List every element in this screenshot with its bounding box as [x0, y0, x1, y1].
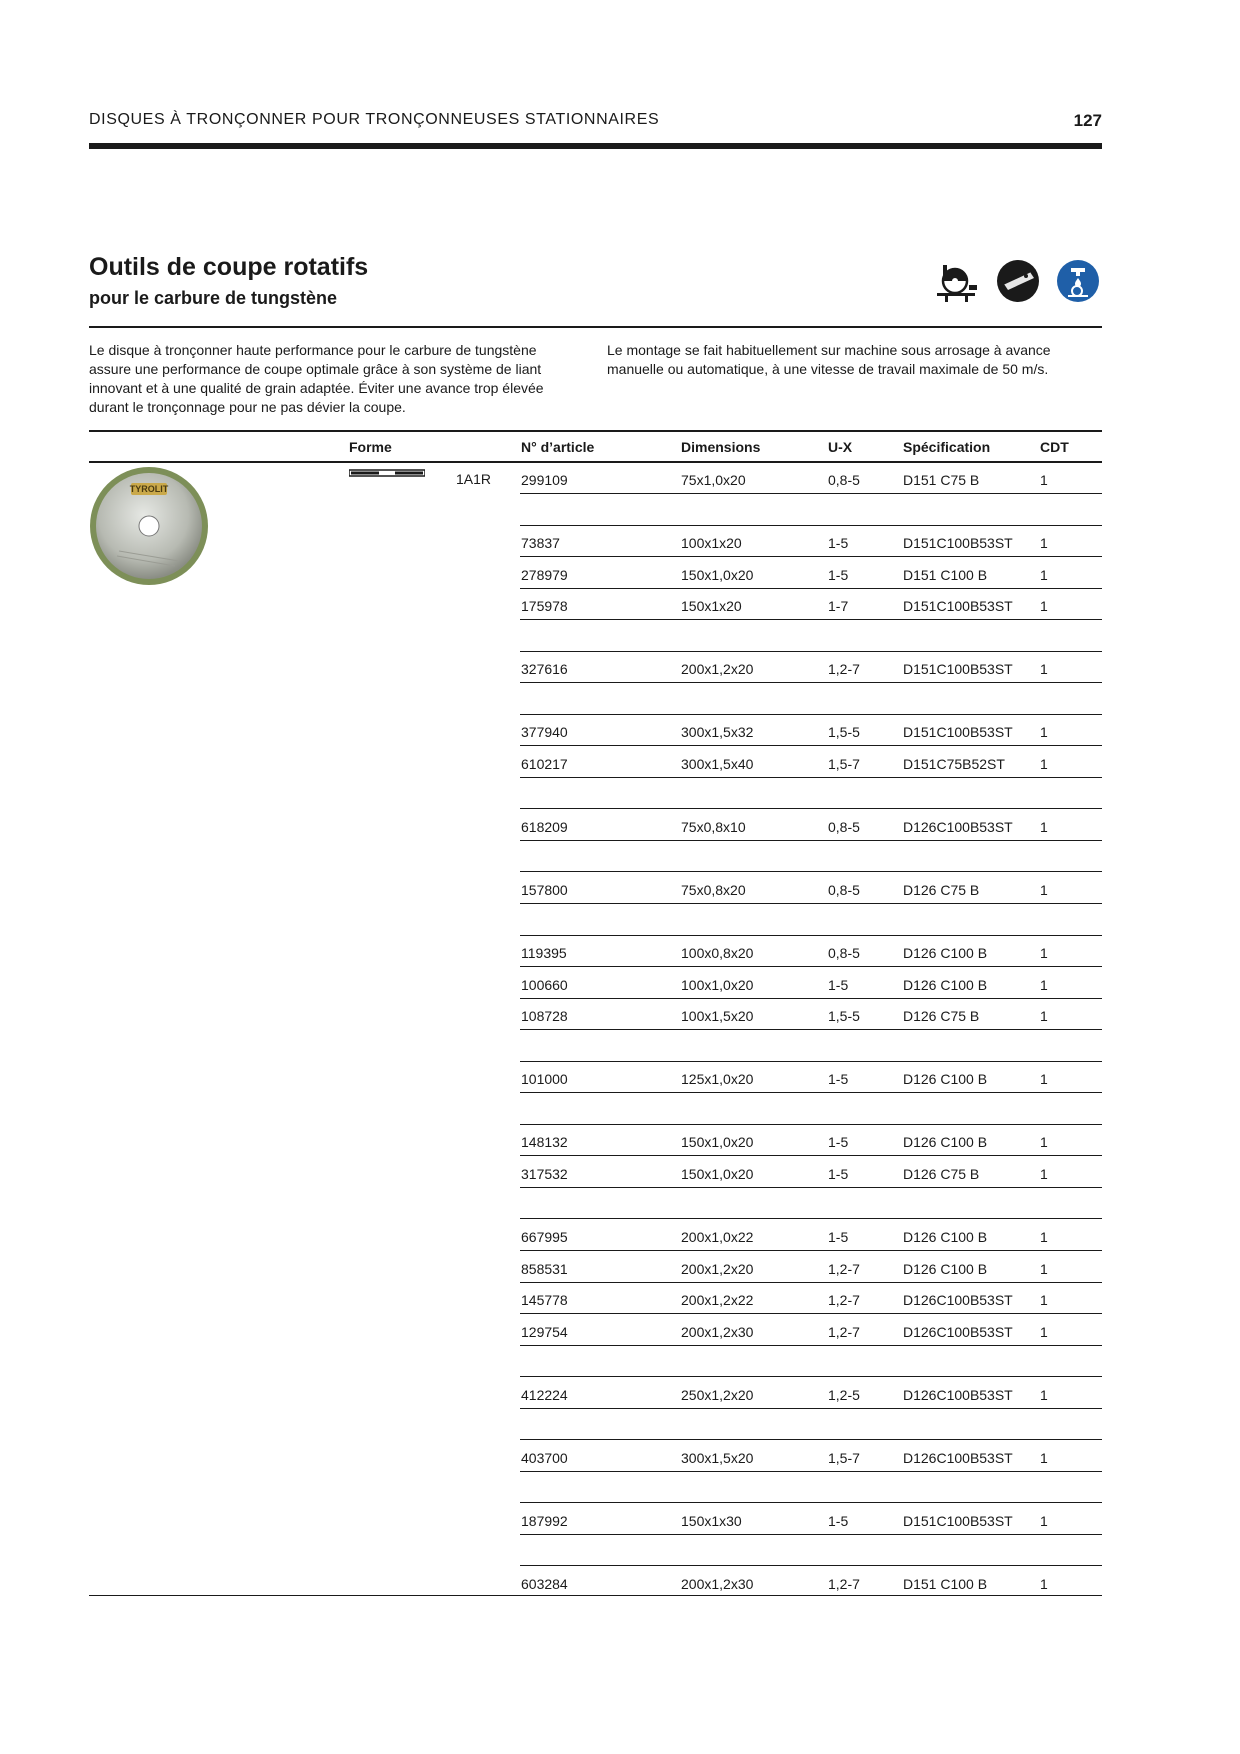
- cell-article-number: 108728: [521, 1008, 568, 1025]
- cell-specification: D126 C75 B: [903, 1165, 980, 1182]
- cell-cdt: 1: [1040, 755, 1048, 772]
- cell-specification: D151C100B53ST: [903, 724, 1013, 741]
- cell-ux: 1,5-7: [828, 755, 860, 772]
- cell-specification: D126 C100 B: [903, 1134, 988, 1151]
- description-right: Le montage se fait habituellement sur machine sous arrosage à avance manuelle ou automatique, à une vitesse de travail maximale de 50 m/s.: [607, 342, 1051, 377]
- header-article: N° d’article: [521, 439, 595, 455]
- cell-ux: 0,8-5: [828, 818, 860, 835]
- cell-ux: 1-7: [828, 598, 849, 615]
- table-row: [0, 1504, 1240, 1535]
- table-row: [0, 1220, 1240, 1251]
- table-row-spacer: [0, 1031, 1240, 1062]
- table-row: [0, 747, 1240, 778]
- cell-ux: 1,2-5: [828, 1386, 860, 1403]
- cell-ux: 0,8-5: [828, 882, 860, 899]
- cell-specification: D151C100B53ST: [903, 598, 1013, 615]
- cell-cdt: 1: [1040, 1134, 1048, 1151]
- cell-ux: 1,5-5: [828, 724, 860, 741]
- cell-dimensions: 125x1,0x20: [681, 1071, 754, 1088]
- description-left: Le disque à tronçonner haute performance pour le carbure de tungstène assure une performance de coupe optimale grâce à son système de liant innovant et à une qualité de grain adaptée. Éviter une avance trop élevée durant le tronçonnage pour ne pas dévier la coupe.: [89, 342, 544, 415]
- cell-article-number: 73837: [521, 535, 560, 552]
- cell-cdt: 1: [1040, 1260, 1048, 1277]
- table-row-spacer: [0, 1346, 1240, 1377]
- cell-article-number: 145778: [521, 1292, 568, 1309]
- cell-cdt: 1: [1040, 1449, 1048, 1466]
- table-row: [0, 968, 1240, 999]
- cell-dimensions: 200x1,2x30: [681, 1323, 754, 1340]
- table-bottom-rule: [89, 1595, 1102, 1596]
- table-row: [0, 1062, 1240, 1093]
- table-row: [0, 1315, 1240, 1346]
- table-row-spacer: [0, 905, 1240, 936]
- table-row: [0, 873, 1240, 904]
- cell-cdt: 1: [1040, 1292, 1048, 1309]
- cell-article-number: 129754: [521, 1323, 568, 1340]
- cell-article-number: 299109: [521, 472, 568, 488]
- product-title-block: [89, 253, 368, 309]
- cell-article-number: 858531: [521, 1260, 568, 1277]
- table-row-spacer: [0, 1094, 1240, 1125]
- cell-dimensions: 300x1,5x40: [681, 755, 754, 772]
- table-row-spacer: [0, 1472, 1240, 1503]
- cell-article-number: 278979: [521, 566, 568, 583]
- cell-specification: D126C100B53ST: [903, 1292, 1013, 1309]
- cell-cdt: 1: [1040, 535, 1048, 552]
- cell-ux: 1,2-7: [828, 1292, 860, 1309]
- table-row: [0, 526, 1240, 557]
- cell-article-number: 403700: [521, 1449, 568, 1466]
- table-row: [0, 1157, 1240, 1188]
- cell-cdt: 1: [1040, 1228, 1048, 1245]
- table-row-spacer: [0, 778, 1240, 809]
- cell-cdt: 1: [1040, 1071, 1048, 1088]
- cell-ux: 0,8-5: [828, 945, 860, 962]
- page-number: 127: [1073, 111, 1102, 130]
- cell-dimensions: 200x1,2x20: [681, 1260, 754, 1277]
- cell-cdt: 1: [1040, 1386, 1048, 1403]
- header-ux: U-X: [828, 439, 853, 455]
- cell-dimensions: 100x0,8x20: [681, 945, 754, 962]
- header-specification: Spécification: [903, 439, 991, 455]
- table-row: [0, 1378, 1240, 1409]
- disc-logo-text: TYROLIT: [129, 484, 169, 494]
- cell-dimensions: 150x1x30: [681, 1512, 742, 1529]
- header-forme: Forme: [349, 439, 392, 455]
- cell-specification: D151 C75 B: [903, 472, 980, 488]
- table-row: [0, 1567, 1240, 1598]
- cutting-disc-icon: [996, 259, 1040, 303]
- cell-specification: D151 C100 B: [903, 566, 988, 583]
- cell-specification: D126C100B53ST: [903, 1386, 1013, 1403]
- cell-specification: D126C100B53ST: [903, 1449, 1013, 1466]
- cell-dimensions: 150x1,0x20: [681, 566, 754, 583]
- cell-dimensions: 150x1,0x20: [681, 1165, 754, 1182]
- cell-specification: D126C100B53ST: [903, 818, 1013, 835]
- cell-specification: D126 C100 B: [903, 1260, 988, 1277]
- cell-cdt: 1: [1040, 1512, 1048, 1529]
- cell-dimensions: 200x1,2x20: [681, 661, 754, 678]
- table-row-spacer: [0, 495, 1240, 526]
- cell-cdt: 1: [1040, 945, 1048, 962]
- table-top-rule: [89, 430, 1102, 432]
- table-row: [0, 652, 1240, 683]
- table-row: [0, 558, 1240, 589]
- cell-article-number: 610217: [521, 755, 568, 772]
- cell-cdt: 1: [1040, 1008, 1048, 1025]
- cell-dimensions: 250x1,2x20: [681, 1386, 754, 1403]
- cell-dimensions: 100x1,5x20: [681, 1008, 754, 1025]
- table-row: [0, 810, 1240, 841]
- cell-specification: D151C100B53ST: [903, 535, 1013, 552]
- header-dimensions: Dimensions: [681, 439, 761, 455]
- table-row: [0, 589, 1240, 620]
- cell-dimensions: 100x1,0x20: [681, 976, 754, 993]
- forme-value: 1A1R: [456, 471, 492, 487]
- cell-dimensions: 200x1,2x22: [681, 1292, 754, 1309]
- cell-cdt: 1: [1040, 472, 1048, 488]
- cell-ux: 1-5: [828, 1228, 849, 1245]
- cell-article-number: 119395: [521, 945, 567, 962]
- table-row: [0, 1441, 1240, 1472]
- header-rule: [89, 143, 1102, 149]
- cell-article-number: 412224: [521, 1386, 568, 1403]
- title-rule: [89, 326, 1102, 328]
- product-title: Outils de coupe rotatifs: [89, 253, 369, 281]
- cell-specification: D126 C75 B: [903, 1008, 980, 1025]
- cell-cdt: 1: [1040, 661, 1048, 678]
- cell-cdt: 1: [1040, 724, 1048, 741]
- cell-cdt: 1: [1040, 976, 1048, 993]
- cell-article-number: 618209: [521, 818, 568, 835]
- cell-article-number: 101000: [521, 1071, 568, 1088]
- cell-article-number: 377940: [521, 724, 568, 741]
- cell-article-number: 175978: [521, 598, 568, 615]
- cell-ux: 1,2-7: [828, 1323, 860, 1340]
- cell-ux: 1,2-7: [828, 661, 860, 678]
- cell-article-number: 667995: [521, 1228, 568, 1245]
- application-icons: [935, 259, 1102, 305]
- header-cdt: CDT: [1040, 439, 1069, 455]
- cell-ux: 0,8-5: [828, 472, 860, 488]
- cell-dimensions: 150x1,0x20: [681, 1134, 754, 1151]
- cell-specification: D126C100B53ST: [903, 1323, 1013, 1340]
- table-row-spacer: [0, 1409, 1240, 1440]
- table-row-spacer: [0, 1188, 1240, 1219]
- cell-article-number: 157800: [521, 882, 568, 899]
- table-row: [0, 936, 1240, 967]
- cell-cdt: 1: [1040, 1323, 1048, 1340]
- cell-article-number: 327616: [521, 661, 568, 678]
- cell-dimensions: 75x1,0x20: [681, 472, 746, 488]
- cell-ux: 1,5-7: [828, 1449, 860, 1466]
- table-row-spacer: [0, 841, 1240, 872]
- table-row: [0, 1252, 1240, 1283]
- table-row: [0, 715, 1240, 746]
- wet-cutting-icon: [1056, 259, 1100, 303]
- cell-dimensions: 100x1x20: [681, 535, 742, 552]
- running-header: [89, 111, 1102, 133]
- cell-specification: D126 C100 B: [903, 945, 988, 962]
- table-row: [0, 463, 1240, 494]
- section-title: DISQUES À TRONÇONNER POUR TRONÇONNEUSES STATIONNAIRES: [89, 111, 660, 128]
- cell-ux: 1-5: [828, 1071, 849, 1088]
- cell-dimensions: 75x0,8x10: [681, 818, 746, 835]
- table-row: [0, 1283, 1240, 1314]
- cell-ux: 1-5: [828, 535, 849, 552]
- cell-cdt: 1: [1040, 566, 1048, 583]
- cell-dimensions: 300x1,5x32: [681, 724, 754, 741]
- cell-specification: D151 C100 B: [903, 1575, 988, 1592]
- cell-article-number: 100660: [521, 976, 568, 993]
- cell-dimensions: 200x1,0x22: [681, 1228, 754, 1245]
- cell-ux: 1-5: [828, 1134, 849, 1151]
- cell-dimensions: 300x1,5x20: [681, 1449, 754, 1466]
- cell-ux: 1-5: [828, 1165, 849, 1182]
- cell-specification: D151C100B53ST: [903, 661, 1013, 678]
- cell-article-number: 317532: [521, 1165, 568, 1182]
- stationary-cutoff-machine-icon: [935, 259, 979, 303]
- cell-cdt: 1: [1040, 818, 1048, 835]
- cell-ux: 1-5: [828, 976, 849, 993]
- cell-ux: 1-5: [828, 566, 849, 583]
- cell-cdt: 1: [1040, 598, 1048, 615]
- table-row: [0, 999, 1240, 1030]
- cell-dimensions: 75x0,8x20: [681, 882, 746, 899]
- table-row-spacer: [0, 684, 1240, 715]
- cell-specification: D126 C100 B: [903, 976, 988, 993]
- cell-article-number: 187992: [521, 1512, 568, 1529]
- cell-dimensions: 150x1x20: [681, 598, 742, 615]
- table-row-spacer: [0, 1535, 1240, 1566]
- cell-cdt: 1: [1040, 1165, 1048, 1182]
- cell-specification: D151C100B53ST: [903, 1512, 1013, 1529]
- cell-ux: 1,2-7: [828, 1260, 860, 1277]
- cell-article-number: 603284: [521, 1575, 568, 1592]
- cell-specification: D126 C75 B: [903, 882, 980, 899]
- cell-cdt: 1: [1040, 882, 1048, 899]
- cell-ux: 1-5: [828, 1512, 849, 1529]
- cell-article-number: 148132: [521, 1134, 568, 1151]
- cell-specification: D126 C100 B: [903, 1071, 988, 1088]
- cell-ux: 1,5-5: [828, 1008, 860, 1025]
- cell-dimensions: 200x1,2x30: [681, 1575, 754, 1592]
- cell-cdt: 1: [1040, 1575, 1048, 1592]
- cell-ux: 1,2-7: [828, 1575, 860, 1592]
- cell-specification: D126 C100 B: [903, 1228, 988, 1245]
- table-row-spacer: [0, 621, 1240, 652]
- table-row: [0, 1125, 1240, 1156]
- product-subtitle: pour le carbure de tungstène: [89, 288, 338, 308]
- cell-specification: D151C75B52ST: [903, 755, 1005, 772]
